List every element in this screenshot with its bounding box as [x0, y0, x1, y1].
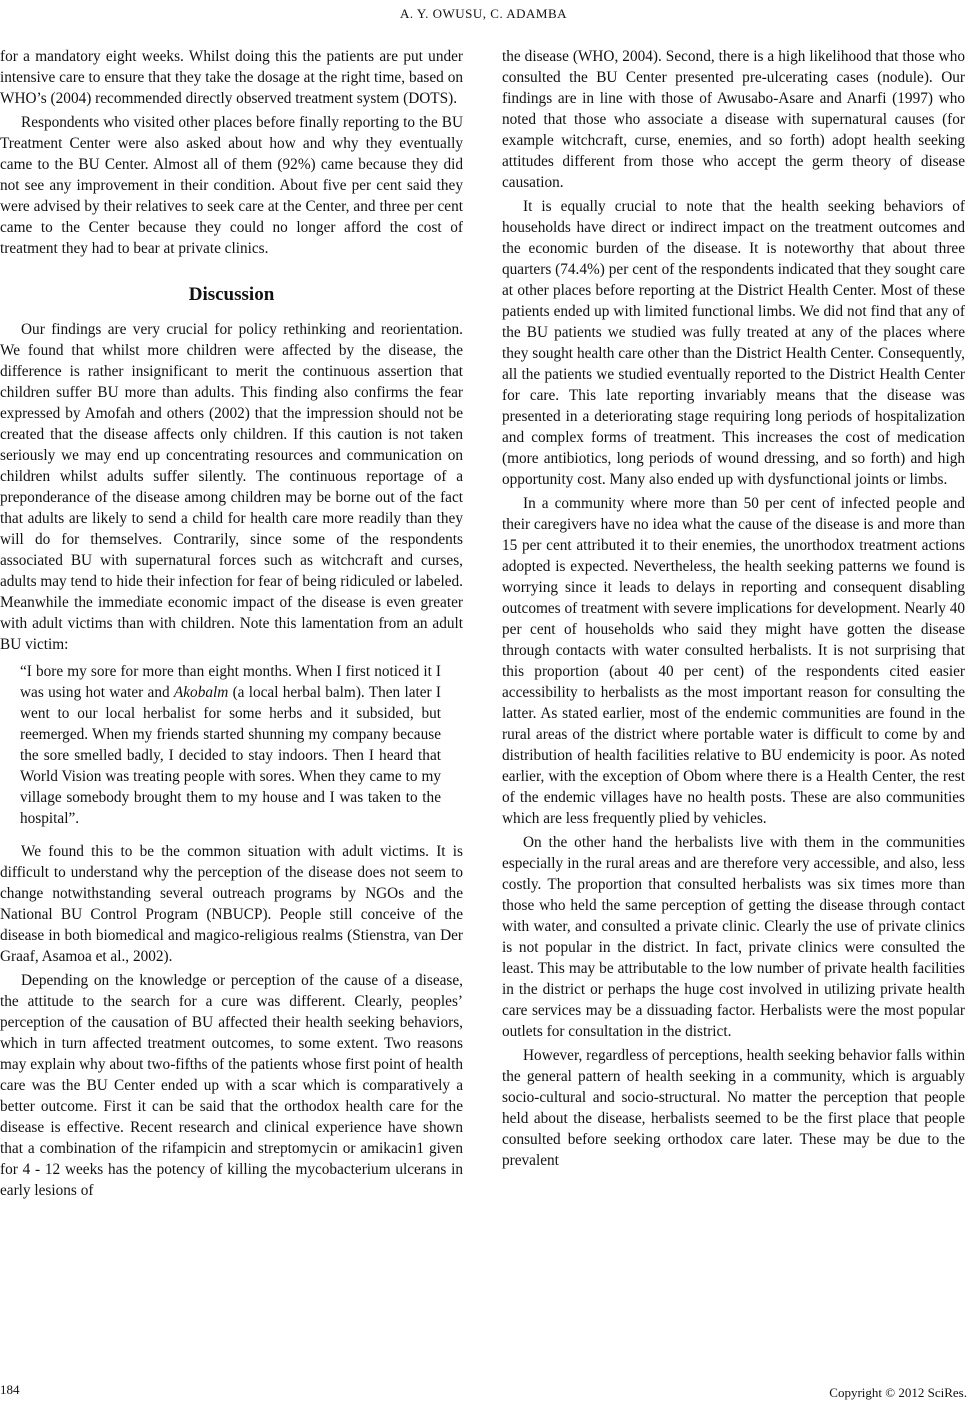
paragraph: Our findings are very crucial for policy rethinking and reorientation. We found that whilst more children were affected by the disease, the difference is rather insignificant to merit the continuous assertion that children suffer BU more than adults. This finding also confirms the fear expressed by Amofah and others (2002) that the impression should not be created that the disease affects only children. If this caution is not taken seriously we may end up concentrating resources and communication on children whilst adults suffer silently. The continuous reportage of a preponderance of the disease among children may be borne out of the fact that adults are likely to send a child for health care more readily than they will do for themselves. Contrarily, since some of the respondents associated BU with supernatural forces such as witchcraft and curses, adults may tend to hide their infection for fear of being ridiculed or labeled. Meanwhile the immediate economic impact of the disease is even greater with adult victims than with children. Note this lamentation from an adult BU victim: — [0, 321, 463, 653]
quote-emphasis: Akobalm — [173, 684, 229, 701]
right-column — [502, 46, 965, 1174]
block-quote — [20, 661, 441, 829]
paragraph: Respondents who visited other places before finally reporting to the BU Treatment Center were also asked about how and why they eventually came to the BU Center. Almost all of them (92%) came because they did not see any improvement in their condition. About five per cent said they were advised by their relatives to seek care at the Center, and three per cent came to the Center because they could no longer afford the cost of treatment they had to bear at private clinics. — [0, 114, 463, 257]
copyright-notice: Copyright © 2012 SciRes. — [829, 1385, 967, 1400]
paragraph: for a mandatory eight weeks. Whilst doing this the patients are put under intensive care to ensure that they take the dosage at the right time, based on WHO’s (2004) recommended directly observed treatment system (DOTS). — [0, 48, 463, 107]
paragraph: On the other hand the herbalists live with them in the communities especially in the rural areas and are therefore very accessible, and also, less costly. The proportion that consulted herbalists was six times more than those who held the same perception of getting the disease through contact with water, and consulted a private clinic. Clearly the use of private clinics is not popular in the district. In fact, private clinics were consulted the least. This may be attributable to the low number of private health facilities in the district or perhaps the huge cost involved in utilizing private health care services may be a dissuading factor. Herbalists were the most popular outlets for consultation in the district. — [502, 834, 965, 1040]
paragraph: Depending on the knowledge or perception of the cause of a disease, the attitude to the search for a cure was different. Clearly, peoples’ perception of the causation of BU affected their health seeking behaviors, which in turn affected treatment outcomes, to some extent. Two reasons may explain why about two-fifths of the patients whose first point of health care was the BU Center ended up with a scar which is comparatively a better outcome. First it can be said that the orthodox health care for the disease is effective. Recent research and clinical experience have shown that a combination of the rifampicin and streptomycin or amikacin1 given for 4 - 12 weeks has the potency of killing the mycobacterium ulcerans in early lesions of — [0, 972, 463, 1199]
paragraph: We found this to be the common situation with adult victims. It is difficult to understand why the perception of the disease does not seem to change notwithstanding several outreach programs by NGOs and the National BU Control Program (NBUCP). People still conceive of the disease in both biomedical and magico-religious realms (Stienstra, van Der Graaf, Asamoa et al., 2002). — [0, 843, 463, 965]
paragraph: It is equally crucial to note that the health seeking behaviors of households have direct or indirect impact on the treatment outcomes and the economic burden of the disease. It is noteworthy that about three quarters (74.4%) per cent of the respondents indicated that they sought care at other places before reporting at the District Health Center. Most of these patients ended up with limited functional limbs. We did not find that any of the BU patients we studied was fully treated at any of the places where they sought health care other than the District Health Center. Consequently, all the patients we studied eventually reported to the District Health Center for care. This late reporting invariably means that the disease was presented in a deteriorating stage requiring long periods of hospitalization and complex forms of treatment. This increases the cost of medication (more antibiotics, long periods of wound dressing, and so forth) and high opportunity cost. Many also ended up with dysfunctional joints or limbs. — [502, 198, 965, 488]
quote-text: “I bore my sore for more than eight months. When I first noticed it I was using hot water and Akobalm (a local herbal balm). Then later I went to our local herbalist for some herbs and it subsided, but reemerged. When my friends started shunning my company because the sore smelled badly, I decided to stay indoors. Then I heard that World Vision was treating people with sores. When they came to my village somebody brought them to my house and I was taken to the hospital”. — [20, 663, 441, 827]
paragraph: the disease (WHO, 2004). Second, there is a high likelihood that those who consulted the BU Center presented pre-ulcerating cases (nodule). Our findings are in line with those of Awusabo-Asare and Anarfi (1997) who noted that those who associate a disease with supernatural causes (for example witchcraft, curse, enemies, and so forth) adopt health seeking attitudes different from those who accept the germ theory of disease causation. — [502, 48, 965, 191]
running-header: A. Y. OWUSU, C. ADAMBA — [399, 6, 568, 21]
page-number: 184 — [0, 1382, 20, 1397]
section-heading: Discussion — [188, 284, 275, 305]
paragraph: In a community where more than 50 per cent of infected people and their caregivers have no idea what the cause of the disease is and more than 15 per cent attributed it to their enemies, the unorthodox treatment actions adopted is expected. Nevertheless, the health seeking patterns we found is worrying since it leads to delays in reporting and consequent disabling outcomes of treatment with severe implications for development. Nearly 40 per cent of households who said they might have gotten the disease through contacts with water consulted herbalists. It is not surprising that this proportion (about 40 per cent) of the respondents cited easier accessibility to herbalists as the most important reason for consulting the latter. As stated earlier, most of the endemic communities are found in the rural areas of the district where portable water is difficult to come by and distribution of health facilities relative to BU endemicity is poor. As noted earlier, with the exception of Obom where there is a Health Center, the rest of the endemic villages have no health posts. These are also communities which are less frequently plied by vehicles. — [502, 495, 966, 827]
paragraph: However, regardless of perceptions, health seeking behavior falls within the general pattern of health seeking in a community, which is arguably socio-cultural and socio-structural. No matter the perception that people held about the disease, herbalists seemed to be the first place that people consulted before seeking orthodox care later. These may be due to the prevalent — [502, 1047, 966, 1169]
left-column — [0, 46, 463, 1204]
